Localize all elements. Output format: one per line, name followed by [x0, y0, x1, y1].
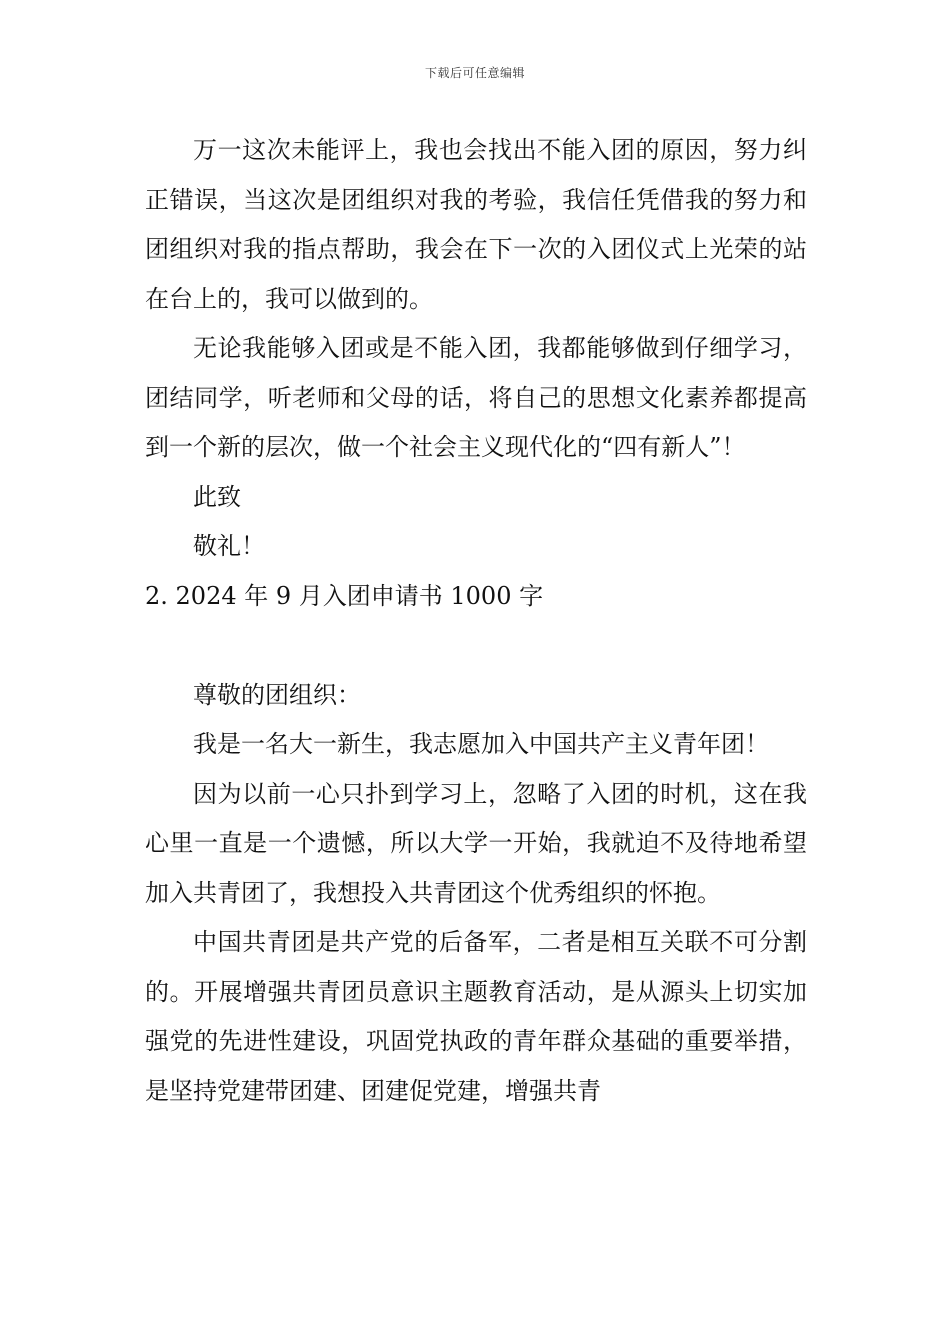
- salutation: 尊敬的团组织：: [193, 680, 361, 709]
- paragraph-4: 因为以前一心只扑到学习上，忽略了入团的时机，这在我心里一直是一个遗憾，所以大学一开始，我就迫不及待地希望加入共青团了，我想投入共青团这个优秀组织的怀抱。: [145, 779, 807, 907]
- paragraph-1: 万一这次未能评上，我也会找出不能入团的原因，努力纠正错误，当这次是团组织对我的考验，我信任凭借我的努力和团组织对我的指点帮助，我会在下一次的入团仪式上光荣的站在台上的，我可以做到的。: [145, 136, 807, 313]
- closing-line-1: 此致: [193, 482, 241, 511]
- document-body: [145, 126, 807, 1116]
- paragraph-3: 我是一名大一新生，我志愿加入中国共产主义青年团！: [193, 730, 769, 758]
- paragraph-5: 中国共青团是共产党的后备军，二者是相互关联不可分割的。开展增强共青团员意识主题教育活动，是从源头上切实加强党的先进性建设，巩固党执政的青年群众基础的重要举措，是坚持党建带团建、团建促党建，增强共青: [145, 928, 807, 1105]
- blank-line: [145, 621, 807, 671]
- section-heading-2: 2. 2024 年 9 月入团申请书 1000 字: [145, 581, 544, 610]
- paragraph-2: 无论我能够入团或是不能入团，我都能够做到仔细学习，团结同学，听老师和父母的话，将自己的思想文化素养都提高到一个新的层次，做一个社会主义现代化的“四有新人”！: [145, 334, 807, 461]
- closing-line-2: 敬礼！: [193, 532, 265, 560]
- page-header: 下载后可任意编辑: [424, 66, 525, 80]
